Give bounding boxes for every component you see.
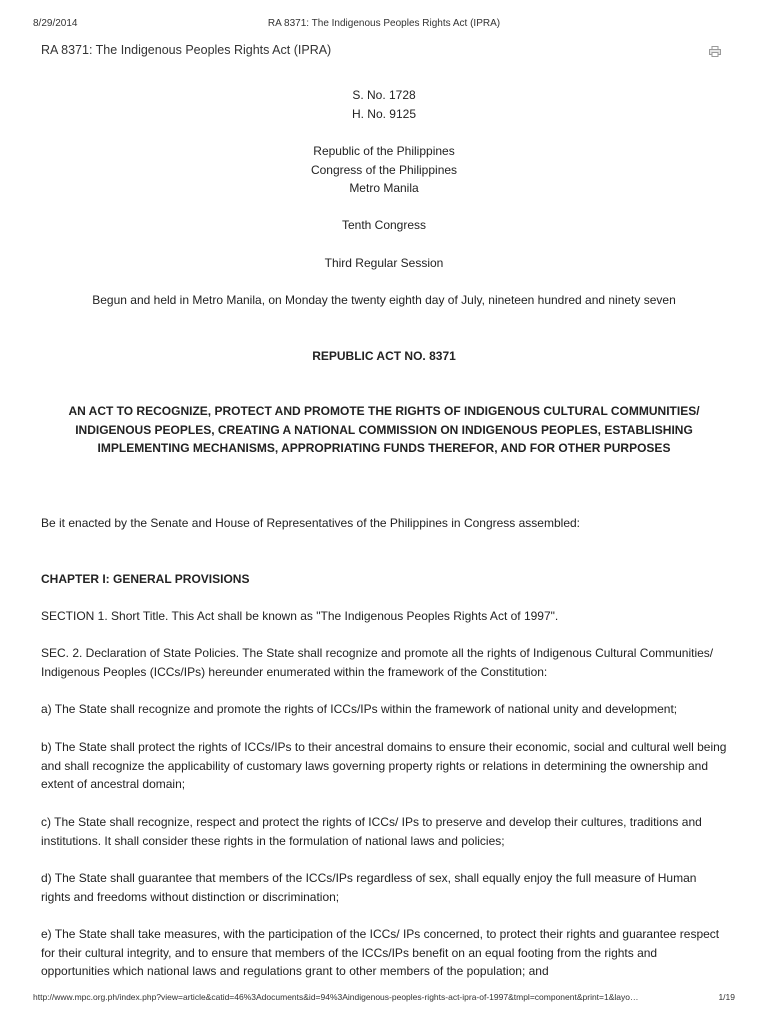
clause-c: c) The State shall recognize, respect and protect the rights of ICCs/ IPs to preserve and develop their cultures, traditions and institutions. It shall consider these rights in the formulation of national laws and policies; [41, 815, 702, 848]
section-2: SEC. 2. Declaration of State Policies. The State shall recognize and promote all the rights of Indigenous Cultural Communities/ Indigenous Peoples (ICCs/IPs) hereunder enumerated within the framework of the Constitution: [41, 646, 714, 679]
clause-b: b) The State shall protect the rights of ICCs/IPs to their ancestral domains to ensure their economic, social and cultural well being and shall recognize the applicability of customary laws governing property rights or relations in determining the ownership and extent of ancestral domain; [41, 740, 727, 792]
act-number: REPUBLIC ACT NO. 8371 [312, 349, 456, 363]
enacting-clause: Be it enacted by the Senate and House of Representatives of the Philippines in Congress assembled: [41, 516, 580, 530]
clause-a: a) The State shall recognize and promote the rights of ICCs/IPs within the framework of national unity and development; [41, 702, 678, 716]
bill-numbers [41, 86, 727, 123]
senate-bill-number: S. No. 1728 [352, 88, 416, 102]
page-title: RA 8371: The Indigenous Peoples Rights Act (IPRA) [41, 43, 332, 57]
clause-d: d) The State shall guarantee that members of the ICCs/IPs regardless of sex, shall equally enjoy the full measure of Human rights and freedoms without distinction or discrimination; [41, 871, 697, 904]
issuer-block [41, 142, 727, 198]
congress-label: Tenth Congress [341, 218, 427, 232]
print-header [0, 18, 768, 32]
issuer-line-2: Congress of the Philippines [310, 162, 458, 177]
begun-statement: Begun and held in Metro Manila, on Monday the twenty eighth day of July, nineteen hundred and ninety seven [92, 293, 676, 307]
issuer-line-3: Metro Manila [349, 181, 419, 196]
house-bill-number: H. No. 9125 [351, 106, 417, 121]
chapter-heading: CHAPTER I: GENERAL PROVISIONS [41, 572, 250, 586]
source-url: http://www.mpc.org.ph/index.php?view=article&catid=46%3Adocuments&id=94%3Aindigenous-peoples-rights-act-ipra-of-1997&tmpl=component&print=1&layo… [33, 992, 639, 1002]
print-date: 8/29/2014 [33, 18, 78, 29]
printer-icon[interactable] [709, 44, 721, 55]
page-number: 1/19 [718, 992, 735, 1002]
section-1: SECTION 1. Short Title. This Act shall be known as "The Indigenous Peoples Rights Act of 1997". [41, 609, 559, 623]
print-footer [0, 992, 768, 1006]
print-header-title: RA 8371: The Indigenous Peoples Rights Act (IPRA) [267, 18, 501, 29]
clause-e: e) The State shall take measures, with the participation of the ICCs/ IPs concerned, to protect their rights and guarantee respect for their cultural integrity, and to ensure that members of the ICCs/IPs benefit on an equal footing from the rights and opportunities which national laws and regulations grant to other members of the population; and [41, 927, 720, 979]
session-label: Third Regular Session [324, 256, 444, 270]
act-title: AN ACT TO RECOGNIZE, PROTECT AND PROMOTE THE RIGHTS OF INDIGENOUS CULTURAL COMMUNITIES/ INDIGENOUS PEOPLES, CREATING A NATIONAL COMMISSION ON INDIGENOUS PEOPLES, ESTABLISHING IMPLEMENTING MECHANISMS, APPROPRIATING FUNDS THEREFOR, AND FOR OTHER PURPOSES [68, 404, 700, 456]
issuer-line-1: Republic of the Philippines [313, 144, 455, 158]
